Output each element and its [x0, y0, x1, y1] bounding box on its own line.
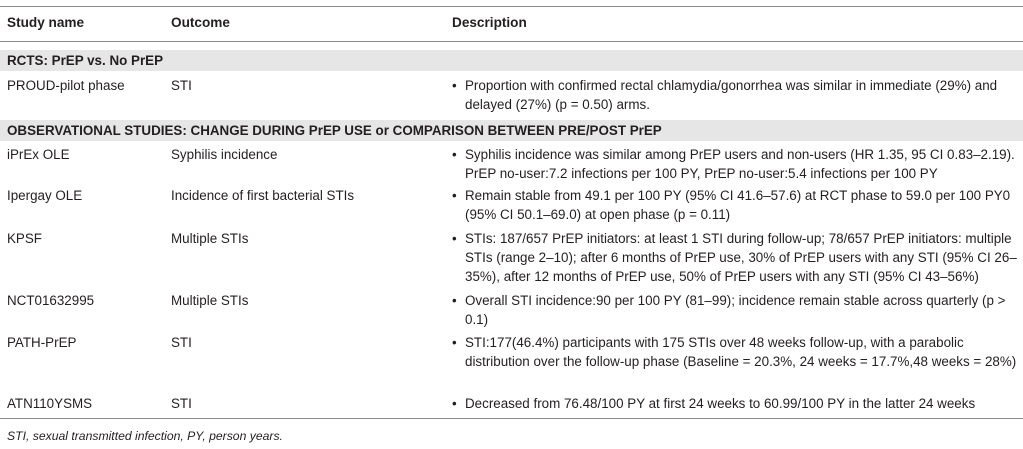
cell-study: iPrEx OLE [7, 147, 70, 162]
cell-study: Ipergay OLE [7, 188, 83, 203]
header-outcome: Outcome [171, 15, 230, 30]
bullet-icon: • [452, 78, 457, 93]
cell-outcome: Syphilis incidence [171, 147, 278, 162]
table-footnote: STI, sexual transmitted infection, PY, person years. [7, 429, 283, 443]
header-description: Description [452, 15, 527, 30]
description-text: STIs: 187/657 PrEP initiators: at least 1 STI during follow-up; 78/657 PrEP initiators: multiple STIs (range 2–10); after 6 months of PrEP use, 30% of PrEP users with any STI (95% CI 26–35%), after 12 months of PrEP use, 50% of PrEP users with any STI (95% CI 43–56%) [465, 231, 1017, 284]
cell-study: ATN110YSMS [7, 396, 93, 411]
description-text: Overall STI incidence:90 per 100 PY (81–99); incidence remain stable across quarterly (p > 0.1) [465, 293, 1006, 327]
cell-description [452, 333, 1017, 371]
section-observational: OBSERVATIONAL STUDIES: CHANGE DURING PrEP USE or COMPARISON BETWEEN PRE/POST PrEP [0, 120, 1023, 141]
cell-outcome: STI [171, 335, 192, 350]
bottom-rule [0, 418, 1023, 419]
cell-study: NCT01632995 [7, 293, 95, 308]
cell-description [452, 291, 1017, 329]
cell-outcome: STI [171, 78, 192, 93]
cell-outcome: Multiple STIs [171, 231, 249, 246]
cell-study: PROUD-pilot phase [7, 78, 125, 93]
cell-outcome: Incidence of first bacterial STIs [171, 188, 355, 203]
description-text: STI:177(46.4%) participants with 175 STIs over 48 weeks follow-up, with a parabolic distribution over the follow-up phase (Baseline = 20.3%, 24 weeks = 17.7%,48 weeks = 28%) [465, 335, 1017, 369]
cell-study: PATH-PrEP [7, 335, 77, 350]
bullet-icon: • [452, 396, 457, 411]
top-rule [0, 6, 1023, 7]
cell-outcome: Multiple STIs [171, 293, 249, 308]
header-study-name: Study name [7, 15, 85, 30]
bullet-icon: • [452, 147, 457, 162]
cell-description [452, 186, 1017, 224]
description-text: Syphilis incidence was similar among PrEP users and non-users (HR 1.35, 95 CI 0.83–2.19). PrEP no-user:7.2 infections per 100 PY, PrEP no-user:5.4 infections per 100 PY [465, 147, 1015, 181]
description-text: Proportion with confirmed rectal chlamydia/gonorrhea was similar in immediate (29%) and delayed (27%) (p = 0.50) arms. [465, 78, 998, 112]
header-rule [0, 41, 1023, 42]
section-rcts: RCTS: PrEP vs. No PrEP [0, 50, 1023, 71]
bullet-icon: • [452, 293, 457, 308]
description-text: Decreased from 76.48/100 PY at first 24 weeks to 60.99/100 PY in the latter 24 weeks [465, 396, 976, 411]
bullet-icon: • [452, 231, 457, 246]
cell-description [452, 145, 1017, 183]
cell-description [452, 76, 1017, 114]
description-text: Remain stable from 49.1 per 100 PY (95% CI 41.6–57.6) at RCT phase to 59.0 per 100 PY0 (95% CI 50.1–69.0) at open phase (p = 0.11) [465, 188, 1011, 222]
cell-study: KPSF [7, 231, 42, 246]
cell-outcome: STI [171, 396, 192, 411]
bullet-icon: • [452, 188, 457, 203]
bullet-icon: • [452, 335, 457, 350]
cell-description [452, 229, 1017, 286]
cell-description [452, 394, 1017, 413]
